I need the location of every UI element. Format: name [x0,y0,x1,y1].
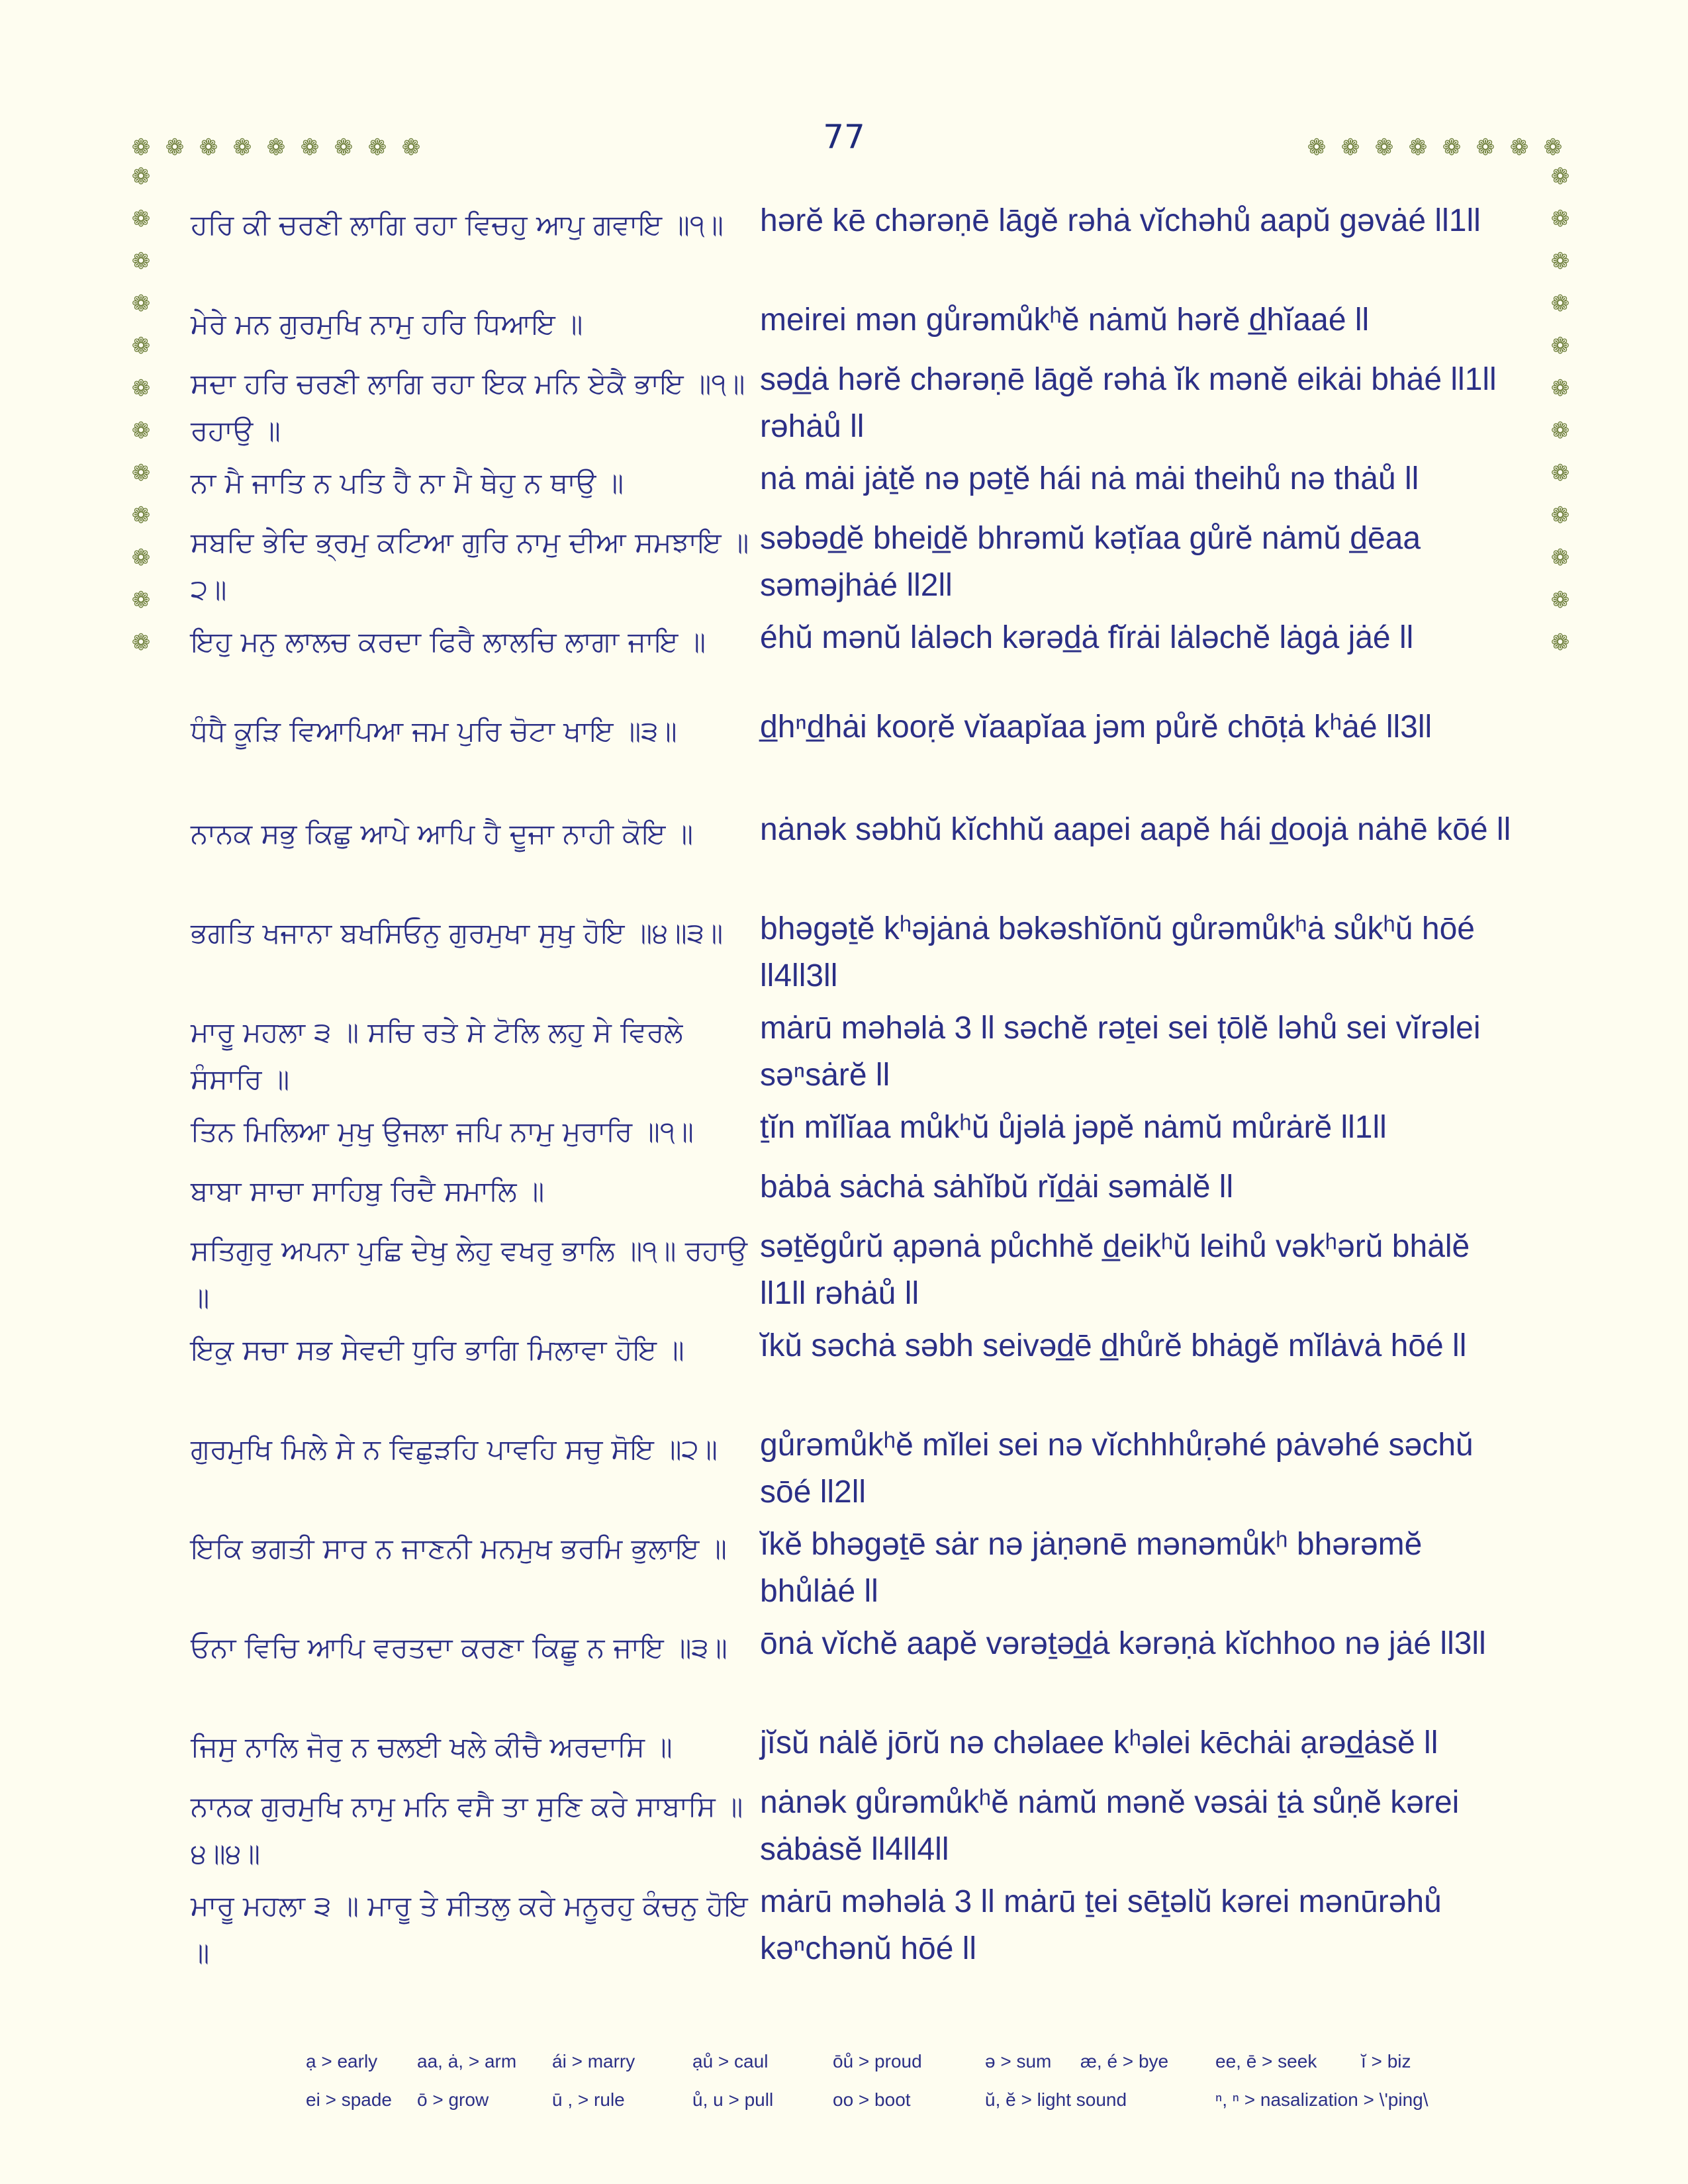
flower-icon: ❁ [1550,375,1570,402]
pronunciation-legend [306,2042,1497,2119]
verse-row [191,704,1515,806]
flower-icon: ❁ [300,134,320,161]
transliteration-text: ĭkŭ səchȧ səbh seivəd̲ē d̲hůrĕ bhȧgĕ mĭlȧvȧ hōé ll [760,1328,1467,1363]
flower-icon: ❁ [401,134,421,161]
legend-item: ōů > proud [833,2051,922,2071]
flower-icon: ❁ [165,134,185,161]
flower-icon: ❁ [131,375,151,402]
verse-row [191,1322,1515,1422]
verse-table [191,197,1515,1978]
flower-icon: ❁ [1550,206,1570,232]
gurmukhi-text: ਭਗਤਿ ਖਜਾਨਾ ਬਖਸਿਓਨੁ ਗੁਰਮੁਖਾ ਸੁਖੁ ਹੋਇ ॥੪॥੩॥ [191,917,724,949]
flower-icon: ❁ [131,134,151,161]
verse-row [191,806,1515,905]
legend-item: ə > sum [985,2051,1052,2071]
transliteration-text: mȧrū məhəlȧ 3 ll mȧrū ṯei sēṯəlŭ kərei mənūrəhů kəⁿchənŭ hōé ll [760,1884,1442,1966]
flower-icon: ❁ [334,134,353,161]
gurmukhi-text: ਜਿਸੁ ਨਾਲਿ ਜੋਰੁ ਨ ਚਲਈ ਖਲੇ ਕੀਚੈ ਅਰਦਾਸਿ ॥ [191,1731,673,1763]
verse-row [191,1779,1515,1878]
transliteration-text: nȧnək səbhŭ kĭchhŭ aapei aapĕ hái d̲oojȧ nȧhē kōé ll [760,812,1511,847]
verse-row [191,197,1515,296]
flower-icon: ❁ [1408,134,1428,161]
flower-icon: ❁ [1550,248,1570,275]
gurmukhi-text: ਨਾਨਕ ਸਭੁ ਕਿਛੁ ਆਪੇ ਆਪਿ ਹੈ ਦੂਜਾ ਨਾਹੀ ਕੋਇ ॥ [191,817,694,850]
flower-icon: ❁ [1374,134,1394,161]
transliteration-text: jĭsŭ nȧlĕ jōrŭ nə chəlaee kʰəlei kēchȧi ạrəd̲ȧsĕ ll [760,1725,1438,1760]
gurmukhi-text: ਸਦਾ ਹਰਿ ਚਰਣੀ ਲਾਗਿ ਰਹਾ ਇਕ ਮਨਿ ਏਕੈ ਭਾਇ ॥੧॥ ਰਹਾਉ ॥ [191,367,745,447]
flower-icon: ❁ [1476,134,1495,161]
flower-icon: ❁ [367,134,387,161]
legend-item: æ, é > bye [1080,2051,1169,2071]
flower-icon: ❁ [131,206,151,232]
verse-row [191,1620,1515,1719]
transliteration-text: bȧbȧ sȧchȧ sȧhĭbŭ rĭd̲ȧi səmȧlĕ ll [760,1169,1234,1205]
flower-icon: ❁ [1550,291,1570,317]
transliteration-text: ōnȧ vĭchĕ aapĕ vərəṯəd̲ȧ kərəṇȧ kĭchhoo nə jȧé ll3ll [760,1626,1486,1661]
legend-item: ee, ē > seek [1215,2051,1317,2071]
transliteration-text: nȧ mȧi jȧṯĕ nə pəṯĕ hái nȧ mȧi theihů nə thȧů ll [760,461,1419,496]
flower-icon: ❁ [1442,134,1462,161]
flower-icon: ❁ [199,134,218,161]
flower-icon: ❁ [131,587,151,614]
verse-row [191,905,1515,1005]
gurmukhi-text: ਓਨਾ ਵਿਚਿ ਆਪਿ ਵਰਤਦਾ ਕਰਣਾ ਕਿਛੂ ਨ ਜਾਇ ॥੩॥ [191,1631,727,1664]
gurmukhi-text: ਨਾ ਮੈ ਜਾਤਿ ਨ ਪਤਿ ਹੈ ਨਾ ਮੈ ਥੇਹੁ ਨ ਥਾਉ ॥ [191,467,624,499]
flower-icon: ❁ [131,502,151,529]
verse-row [191,1104,1515,1163]
flower-icon: ❁ [1509,134,1529,161]
gurmukhi-text: ਸਬਦਿ ਭੇਦਿ ਭ੍ਰਮੁ ਕਟਿਆ ਗੁਰਿ ਨਾਮੁ ਦੀਆ ਸਮਝਾਇ ॥੨॥ [191,526,749,606]
transliteration-text: ṯĭn mĭlĭaa můkʰŭ ůjəlȧ jəpĕ nȧmŭ můrȧrĕ ll1ll [760,1110,1387,1145]
transliteration-text: səṯĕgůrŭ ạpənȧ půchhĕ d̲eikʰŭ leihů vəkʰərŭ bhȧlĕ ll1ll rəhȧů ll [760,1229,1470,1311]
flower-icon: ❁ [131,291,151,317]
transliteration-text: nȧnək gůrəmůkʰĕ nȧmŭ mənĕ vəsȧi ṯȧ sůṇĕ kərei sȧbȧsĕ ll4ll4ll [760,1785,1460,1867]
legend-item: ⁿ, ⁿ > nasalization > \'ping\ [1215,2089,1429,2110]
verse-row [191,1223,1515,1322]
legend-item: ạů > caul [692,2051,769,2071]
flower-icon: ❁ [131,333,151,359]
flower-icon: ❁ [1550,460,1570,486]
flower-icon: ❁ [1550,502,1570,529]
verse-row [191,1521,1515,1620]
flower-icon: ❁ [1550,333,1570,359]
flower-icon: ❁ [1340,134,1360,161]
verse-row [191,1163,1515,1223]
flower-icon: ❁ [1550,587,1570,614]
transliteration-text: meirei mən gůrəmůkʰĕ nȧmŭ hərĕ d̲hĭaaé ll [760,302,1370,338]
gurmukhi-text: ਇਕੁ ਸਚਾ ਸਭ ਸੇਵਦੀ ਧੁਰਿ ਭਾਗਿ ਮਿਲਾਵਾ ਹੋਇ ॥ [191,1334,684,1366]
flower-icon: ❁ [1307,134,1327,161]
flower-icon: ❁ [1550,629,1570,656]
verse-row [191,1719,1515,1779]
flower-border-top-right [1305,136,1575,159]
verse-row [191,356,1515,455]
flower-border-left [130,165,152,674]
transliteration-text: éhŭ mənŭ lȧləch kərəd̲ȧ fĭrȧi lȧləchĕ lȧgȧ jȧé ll [760,620,1414,655]
verse-row [191,614,1515,704]
transliteration-text: hərĕ kē chərəṇē lāgĕ rəhȧ vĭchəhů aapŭ gəvȧé ll1ll [760,203,1481,238]
transliteration-text: mȧrū məhəlȧ 3 ll səchĕ rəṯei sei ṭōlĕ ləhů sei vĭrəlei səⁿsȧrĕ ll [760,1011,1481,1093]
flower-icon: ❁ [266,134,286,161]
legend-item: ei > spade [306,2089,392,2110]
transliteration-text: səbəd̲ĕ bheid̲ĕ bhrəmŭ kəṭĭaa gůrĕ nȧmŭ d̲ēaa səməjhȧé ll2ll [760,521,1421,603]
verse-row [191,296,1515,356]
transliteration-text: bhəgəṯĕ kʰəjȧnȧ bəkəshĭōnŭ gůrəmůkʰȧ sůkʰŭ hōé ll4ll3ll [760,911,1475,993]
gurmukhi-text: ਤਿਨ ਮਿਲਿਆ ਮੁਖੁ ਉਜਲਾ ਜਪਿ ਨਾਮੁ ਮੁਰਾਰਿ ॥੧॥ [191,1115,694,1148]
gurmukhi-text: ਬਾਬਾ ਸਾਚਾ ਸਾਹਿਬੁ ਰਿਦੈ ਸਮਾਲਿ ॥ [191,1175,545,1207]
flower-icon: ❁ [131,460,151,486]
gurmukhi-text: ਹਰਿ ਕੀ ਚਰਣੀ ਲਾਗਿ ਰਹਾ ਵਿਚਹੁ ਆਪੁ ਗਵਾਇ ॥੧॥ [191,208,724,241]
gurmukhi-text: ਗੁਰਮੁਖਿ ਮਿਲੇ ਸੇ ਨ ਵਿਛੁੜਹਿ ਪਾਵਹਿ ਸਚੁ ਸੋਇ ॥੨॥ [191,1433,718,1465]
legend-item: oo > boot [833,2089,911,2110]
gurmukhi-text: ਮਾਰੂ ਮਹਲਾ ੩ ॥ ਸਚਿ ਰਤੇ ਸੇ ਟੋਲਿ ਲਹੁ ਸੇ ਵਿਰਲੇ ਸੰਸਾਰਿ ॥ [191,1016,683,1095]
page-number: 77 [823,118,865,156]
flower-icon: ❁ [1543,134,1563,161]
flower-icon: ❁ [131,163,151,190]
flower-icon: ❁ [232,134,252,161]
flower-icon: ❁ [131,629,151,656]
transliteration-text: ĭkĕ bhəgəṯē sȧr nə jȧṇənē mənəmůkʰ bhərəmĕ bhůlȧé ll [760,1527,1423,1609]
transliteration-text: d̲hⁿd̲hȧi kooṛĕ vĭaapĭaa jəm půrĕ chōṭȧ kʰȧé ll3ll [760,709,1432,745]
verse-row [191,1005,1515,1104]
legend-item: ŭ, ĕ > light sound [985,2089,1127,2110]
legend-item: ů, u > pull [692,2089,774,2110]
flower-icon: ❁ [131,545,151,571]
verse-row [191,1878,1515,1978]
legend-row [306,2081,1497,2119]
legend-row [306,2042,1497,2081]
flower-icon: ❁ [1550,545,1570,571]
legend-item: ō > grow [417,2089,489,2110]
legend-item: ái > marry [552,2051,635,2071]
legend-item: ĭ > biz [1361,2051,1411,2071]
transliteration-text: səd̲ȧ hərĕ chərəṇē lāgĕ rəhȧ ĭk mənĕ eikȧi bhȧé ll1ll rəhȧů ll [760,362,1497,444]
gurmukhi-text: ਸਤਿਗੁਰੁ ਅਪਨਾ ਪੁਛਿ ਦੇਖੁ ਲੇਹੁ ਵਖਰੁ ਭਾਲਿ ॥੧॥ ਰਹਾਉ ॥ [191,1234,747,1314]
verse-row [191,515,1515,614]
flower-border-top-left [130,136,434,159]
gurmukhi-text: ਮੇਰੇ ਮਨ ਗੁਰਮੁਖਿ ਨਾਮੁ ਹਰਿ ਧਿਆਇ ॥ [191,308,583,340]
flower-icon: ❁ [131,418,151,444]
legend-item: ạ > early [306,2051,378,2071]
flower-border-right [1549,165,1571,674]
flower-icon: ❁ [131,248,151,275]
legend-item: ū , > rule [552,2089,625,2110]
gurmukhi-text: ਇਹੁ ਮਨੁ ਲਾਲਚ ਕਰਦਾ ਫਿਰੈ ਲਾਲਚਿ ਲਾਗਾ ਜਾਇ ॥ [191,625,706,658]
verse-row [191,1422,1515,1521]
gurmukhi-text: ਮਾਰੂ ਮਹਲਾ ੩ ॥ ਮਾਰੂ ਤੇ ਸੀਤਲੁ ਕਰੇ ਮਨੂਰਹੁ ਕੰਚਨੁ ਹੋਇ ॥ [191,1889,748,1969]
verse-row [191,455,1515,515]
gurmukhi-text: ਨਾਨਕ ਗੁਰਮੁਖਿ ਨਾਮੁ ਮਨਿ ਵਸੈ ਤਾ ਸੁਣਿ ਕਰੇ ਸਾਬਾਸਿ ॥੪॥੪॥ [191,1790,743,1870]
flower-icon: ❁ [1550,163,1570,190]
transliteration-text: gůrəmůkʰĕ mĭlei sei nə vĭchhhůṛəhé pȧvəhé səchŭ sōé ll2ll [760,1428,1474,1510]
flower-icon: ❁ [1550,418,1570,444]
gurmukhi-text: ਇਕਿ ਭਗਤੀ ਸਾਰ ਨ ਜਾਣਨੀ ਮਨਮੁਖ ਭਰਮਿ ਭੁਲਾਇ ॥ [191,1532,727,1565]
gurmukhi-text: ਧੰਧੈ ਕੂੜਿ ਵਿਆਪਿਆ ਜਮ ਪੁਰਿ ਚੋਟਾ ਖਾਇ ॥੩॥ [191,715,677,747]
legend-item: aa, ȧ, > arm [417,2051,517,2071]
